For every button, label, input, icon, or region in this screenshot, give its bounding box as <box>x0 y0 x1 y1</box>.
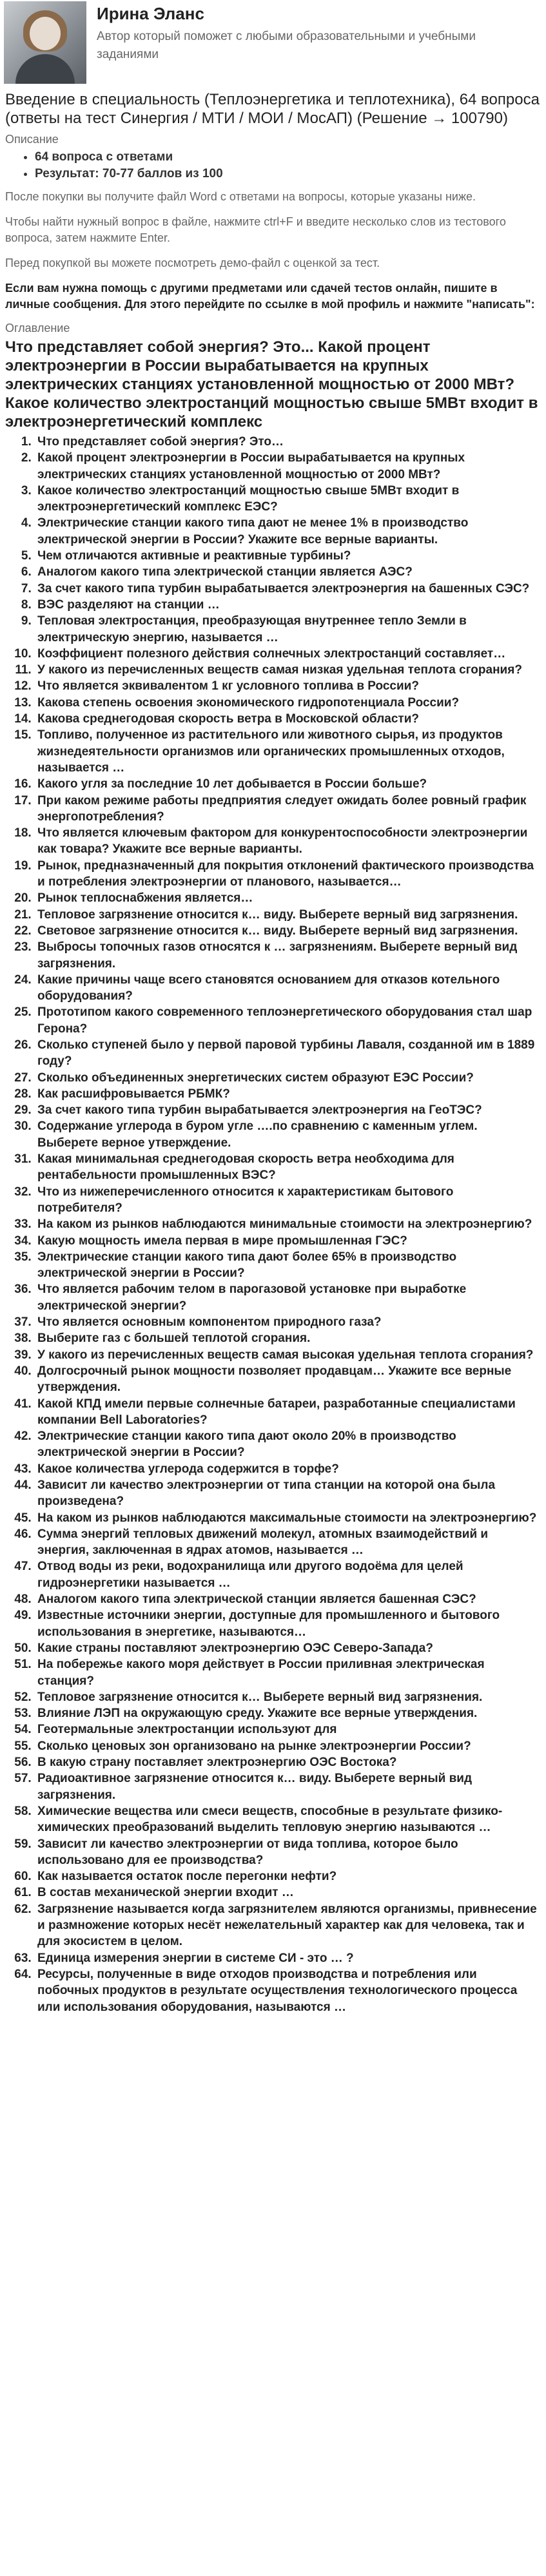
question-item: 21. Тепловое загрязнение относится к… виду. Выберете верный вид загрязнения. <box>35 907 538 923</box>
question-item: 60. Как называется остаток после перегонки нефти? <box>35 1868 538 1884</box>
seller-name[interactable]: Ирина Эланс <box>97 4 204 23</box>
question-item: 59. Зависит ли качество электроэнергии от вида топлива, которое было использовано для ее производства? <box>35 1836 538 1869</box>
question-item: 37. Что является основным компонентом природного газа? <box>35 1314 538 1330</box>
question-item: 6. Аналогом какого типа электрической станции является АЭС? <box>35 564 538 580</box>
description-note: Перед покупкой вы можете посмотреть демо-файл с оценкой за тест. <box>5 257 380 269</box>
question-item: 5. Чем отличаются активные и реактивные турбины? <box>35 548 538 564</box>
question-item: 46. Сумма энергий тепловых движений молекул, атомных взаимодействий и энергия, заключенная в ядрах атомов, называется … <box>35 1526 538 1559</box>
question-item: 35. Электрические станции какого типа дают более 65% в производство электрической энергии в России? <box>35 1249 538 1282</box>
question-item: 61. В состав механической энергии входит … <box>35 1884 538 1901</box>
question-item: 43. Какое количества углерода содержится в торфе? <box>35 1461 538 1477</box>
question-item: 45. На каком из рынков наблюдаются максимальные стоимости на электроэнергию? <box>35 1510 538 1526</box>
question-item: 36. Что является рабочим телом в парогазовой установке при выработке электрической энергии? <box>35 1281 538 1314</box>
question-item: 28. Как расшифровывается РБМК? <box>35 1086 538 1102</box>
question-item: 22. Световое загрязнение относится к… виду. Выберете верный вид загрязнения. <box>35 923 538 939</box>
question-item: 55. Сколько ценовых зон организовано на рынке электроэнергии России? <box>35 1738 538 1754</box>
question-item: 4. Электрические станции какого типа дают не менее 1% в производство электрической энергии в России? Укажите все верные варианты. <box>35 515 538 548</box>
question-item: 63. Единица измерения энергии в системе СИ - это … ? <box>35 1950 538 1966</box>
question-item: 3. Какое количество электростанций мощностью свыше 5МВт входит в электроэнергетический комплекс ЕЭС? <box>35 483 538 516</box>
question-item: 41. Какой КПД имели первые солнечные батареи, разработанные специалистами компании Bell Laboratories? <box>35 1396 538 1429</box>
contact-note: Если вам нужна помощь с другими предметами или сдачей тестов онлайн, пишите в личные сообщения. Для этого перейдите по ссылке в мой профиль и нажмите "написать": <box>5 282 535 311</box>
question-item: 56. В какую страну поставляет электроэнергию ОЭС Востока? <box>35 1754 538 1770</box>
question-item: 49. Известные источники энергии, доступные для промышленного и бытового использования в энергетике, называются… <box>35 1607 538 1640</box>
question-item: 9. Тепловая электростанция, преобразующая внутреннее тепло Земли в электрическую энергию, называется … <box>35 613 538 646</box>
question-item: 2. Какой процент электроэнергии в России вырабатывается на крупных электрических станциях установленной мощностью от 2000 МВт? <box>35 450 538 483</box>
question-item: 51. На побережье какого моря действует в России приливная электрическая станция? <box>35 1656 538 1689</box>
question-item: 38. Выберите газ с большей теплотой сгорания. <box>35 1330 538 1346</box>
question-item: 19. Рынок, предназначенный для покрытия отклонений фактического производства и потребления электроэнергии от планового, называется… <box>35 858 538 891</box>
seller-bio: Автор который поможет с любыми образовательными и учебными заданиями <box>97 30 476 61</box>
toc-label: Оглавление <box>5 322 70 334</box>
question-item: 58. Химические вещества или смеси веществ, способные в результате физико-химических преобразований выделить тепловую энергию называются … <box>35 1803 538 1836</box>
question-item: 18. Что является ключевым фактором для конкурентоспособности электроэнергии как товара? Укажите все верные варианты. <box>35 825 538 858</box>
question-item: 14. Какова среднегодовая скорость ветра в Московской области? <box>35 711 538 727</box>
list-item: • 64 вопроса с ответами <box>35 149 546 166</box>
question-item: 53. Влияние ЛЭП на окружающую среду. Укажите все верные утверждения. <box>35 1705 538 1721</box>
question-item: 8. ВЭС разделяют на станции … <box>35 597 538 613</box>
description-label: Описание <box>5 133 59 146</box>
question-item: 1. Что представляет собой энергия? Это… <box>35 434 538 450</box>
question-item: 7. За счет какого типа турбин вырабатывается электроэнергия на башенных СЭС? <box>35 581 538 597</box>
question-item: 31. Какая минимальная среднегодовая скорость ветра необходима для рентабельности промышленных ВЭС? <box>35 1151 538 1184</box>
question-item: 34. Какую мощность имела первая в мире промышленная ГЭС? <box>35 1233 538 1249</box>
question-item: 25. Прототипом какого современного теплоэнергетического оборудования стал шар Герона? <box>35 1004 538 1037</box>
question-item: 20. Рынок теплоснабжения является… <box>35 890 538 906</box>
question-item: 33. На каком из рынков наблюдаются минимальные стоимости на электроэнергию? <box>35 1216 538 1232</box>
question-item: 17. При каком режиме работы предприятия следует ожидать более ровный график энергопотребления? <box>35 793 538 826</box>
question-item: 47. Отвод воды из реки, водохранилища или другого водоёма для целей гидроэнергетики называется … <box>35 1558 538 1591</box>
seller-info <box>97 0 483 64</box>
question-item: 27. Сколько объединенных энергетических систем образуют ЕЭС России? <box>35 1070 538 1086</box>
product-title: Введение в специальность (Теплоэнергетика и теплотехника), 64 вопроса (ответы на тест Синергия / МТИ / МОИ / МосАП) (Решение → 100790) <box>5 91 540 127</box>
seller-header <box>0 0 546 89</box>
question-item: 23. Выбросы топочных газов относятся к … загрязнениям. Выберете верный вид загрязнения. <box>35 939 538 972</box>
question-item: 40. Долгосрочный рынок мощности позволяет продавцам… Укажите все верные утверждения. <box>35 1363 538 1396</box>
question-item: 42. Электрические станции какого типа дают около 20% в производство электрической энергии в России? <box>35 1428 538 1461</box>
question-item: 12. Что является эквивалентом 1 кг условного топлива в России? <box>35 678 538 694</box>
question-item: 30. Содержание углерода в буром угле ….по сравнению с каменным углем. Выберете верное утверждение. <box>35 1118 538 1151</box>
toc-heading: Что представляет собой энергия? Это... Какой процент электроэнергии в России вырабатывается на крупных электрических станциях установленной мощностью от 2000 МВт? Какое количество электростанций мощностью свыше 5МВт входит в электроэнергетический комплекс <box>5 338 538 431</box>
question-item: 39. У какого из перечисленных веществ самая высокая удельная теплота сгорания? <box>35 1347 538 1363</box>
seller-avatar[interactable] <box>4 1 86 84</box>
question-item: 11. У какого из перечисленных веществ самая низкая удельная теплота сгорания? <box>35 662 538 678</box>
question-item: 13. Какова степень освоения экономического гидропотенциала России? <box>35 695 538 711</box>
question-item: 29. За счет какого типа турбин вырабатывается электроэнергия на ГеоТЭС? <box>35 1102 538 1118</box>
question-item: 54. Геотермальные электростанции используют для <box>35 1721 538 1738</box>
description-list <box>0 149 546 182</box>
question-item: 15. Топливо, полученное из растительного или животного сырья, из продуктов жизнедеятельности организмов или органических промышленных отходов, называется … <box>35 727 538 776</box>
question-item: 26. Сколько ступеней было у первой паровой турбины Лаваля, созданной им в 1889 году? <box>35 1037 538 1070</box>
question-item: 62. Загрязнение называется когда загрязнителем являются организмы, привнесение и размножение которых несёт нежелательный характер как для человека, так и для экосистем в целом. <box>35 1901 538 1950</box>
question-item: 10. Коэффициент полезного действия солнечных электростанций составляет… <box>35 646 538 662</box>
list-item: • Результат: 70-77 баллов из 100 <box>35 166 546 182</box>
question-item: 48. Аналогом какого типа электрической станции является башенная СЭС? <box>35 1591 538 1607</box>
question-item: 64. Ресурсы, полученные в виде отходов производства и потребления или побочных продуктов в результате осуществления технологического процесса или использования оборудования, называются … <box>35 1966 538 2015</box>
description-note: После покупки вы получите файл Word с ответами на вопросы, которые указаны ниже. <box>5 190 476 203</box>
question-item: 16. Какого угля за последние 10 лет добывается в России больше? <box>35 776 538 792</box>
question-item: 24. Какие причины чаще всего становятся основанием для отказов котельного оборудования? <box>35 972 538 1005</box>
question-list <box>0 434 546 2015</box>
description-note: Чтобы найти нужный вопрос в файле, нажмите ctrl+F и введите несколько слов из тестового вопроса, затем нажмите Enter. <box>5 215 506 244</box>
question-item: 44. Зависит ли качество электроэнергии от типа станции на которой она была произведена? <box>35 1477 538 1510</box>
question-item: 52. Тепловое загрязнение относится к… Выберете верный вид загрязнения. <box>35 1689 538 1705</box>
question-item: 50. Какие страны поставляют электроэнергию ОЭС Северо-Запада? <box>35 1640 538 1656</box>
question-item: 32. Что из нижеперечисленного относится к характеристикам бытового потребителя? <box>35 1184 538 1217</box>
question-item: 57. Радиоактивное загрязнение относится к… виду. Выберете верный вид загрязнения. <box>35 1770 538 1803</box>
